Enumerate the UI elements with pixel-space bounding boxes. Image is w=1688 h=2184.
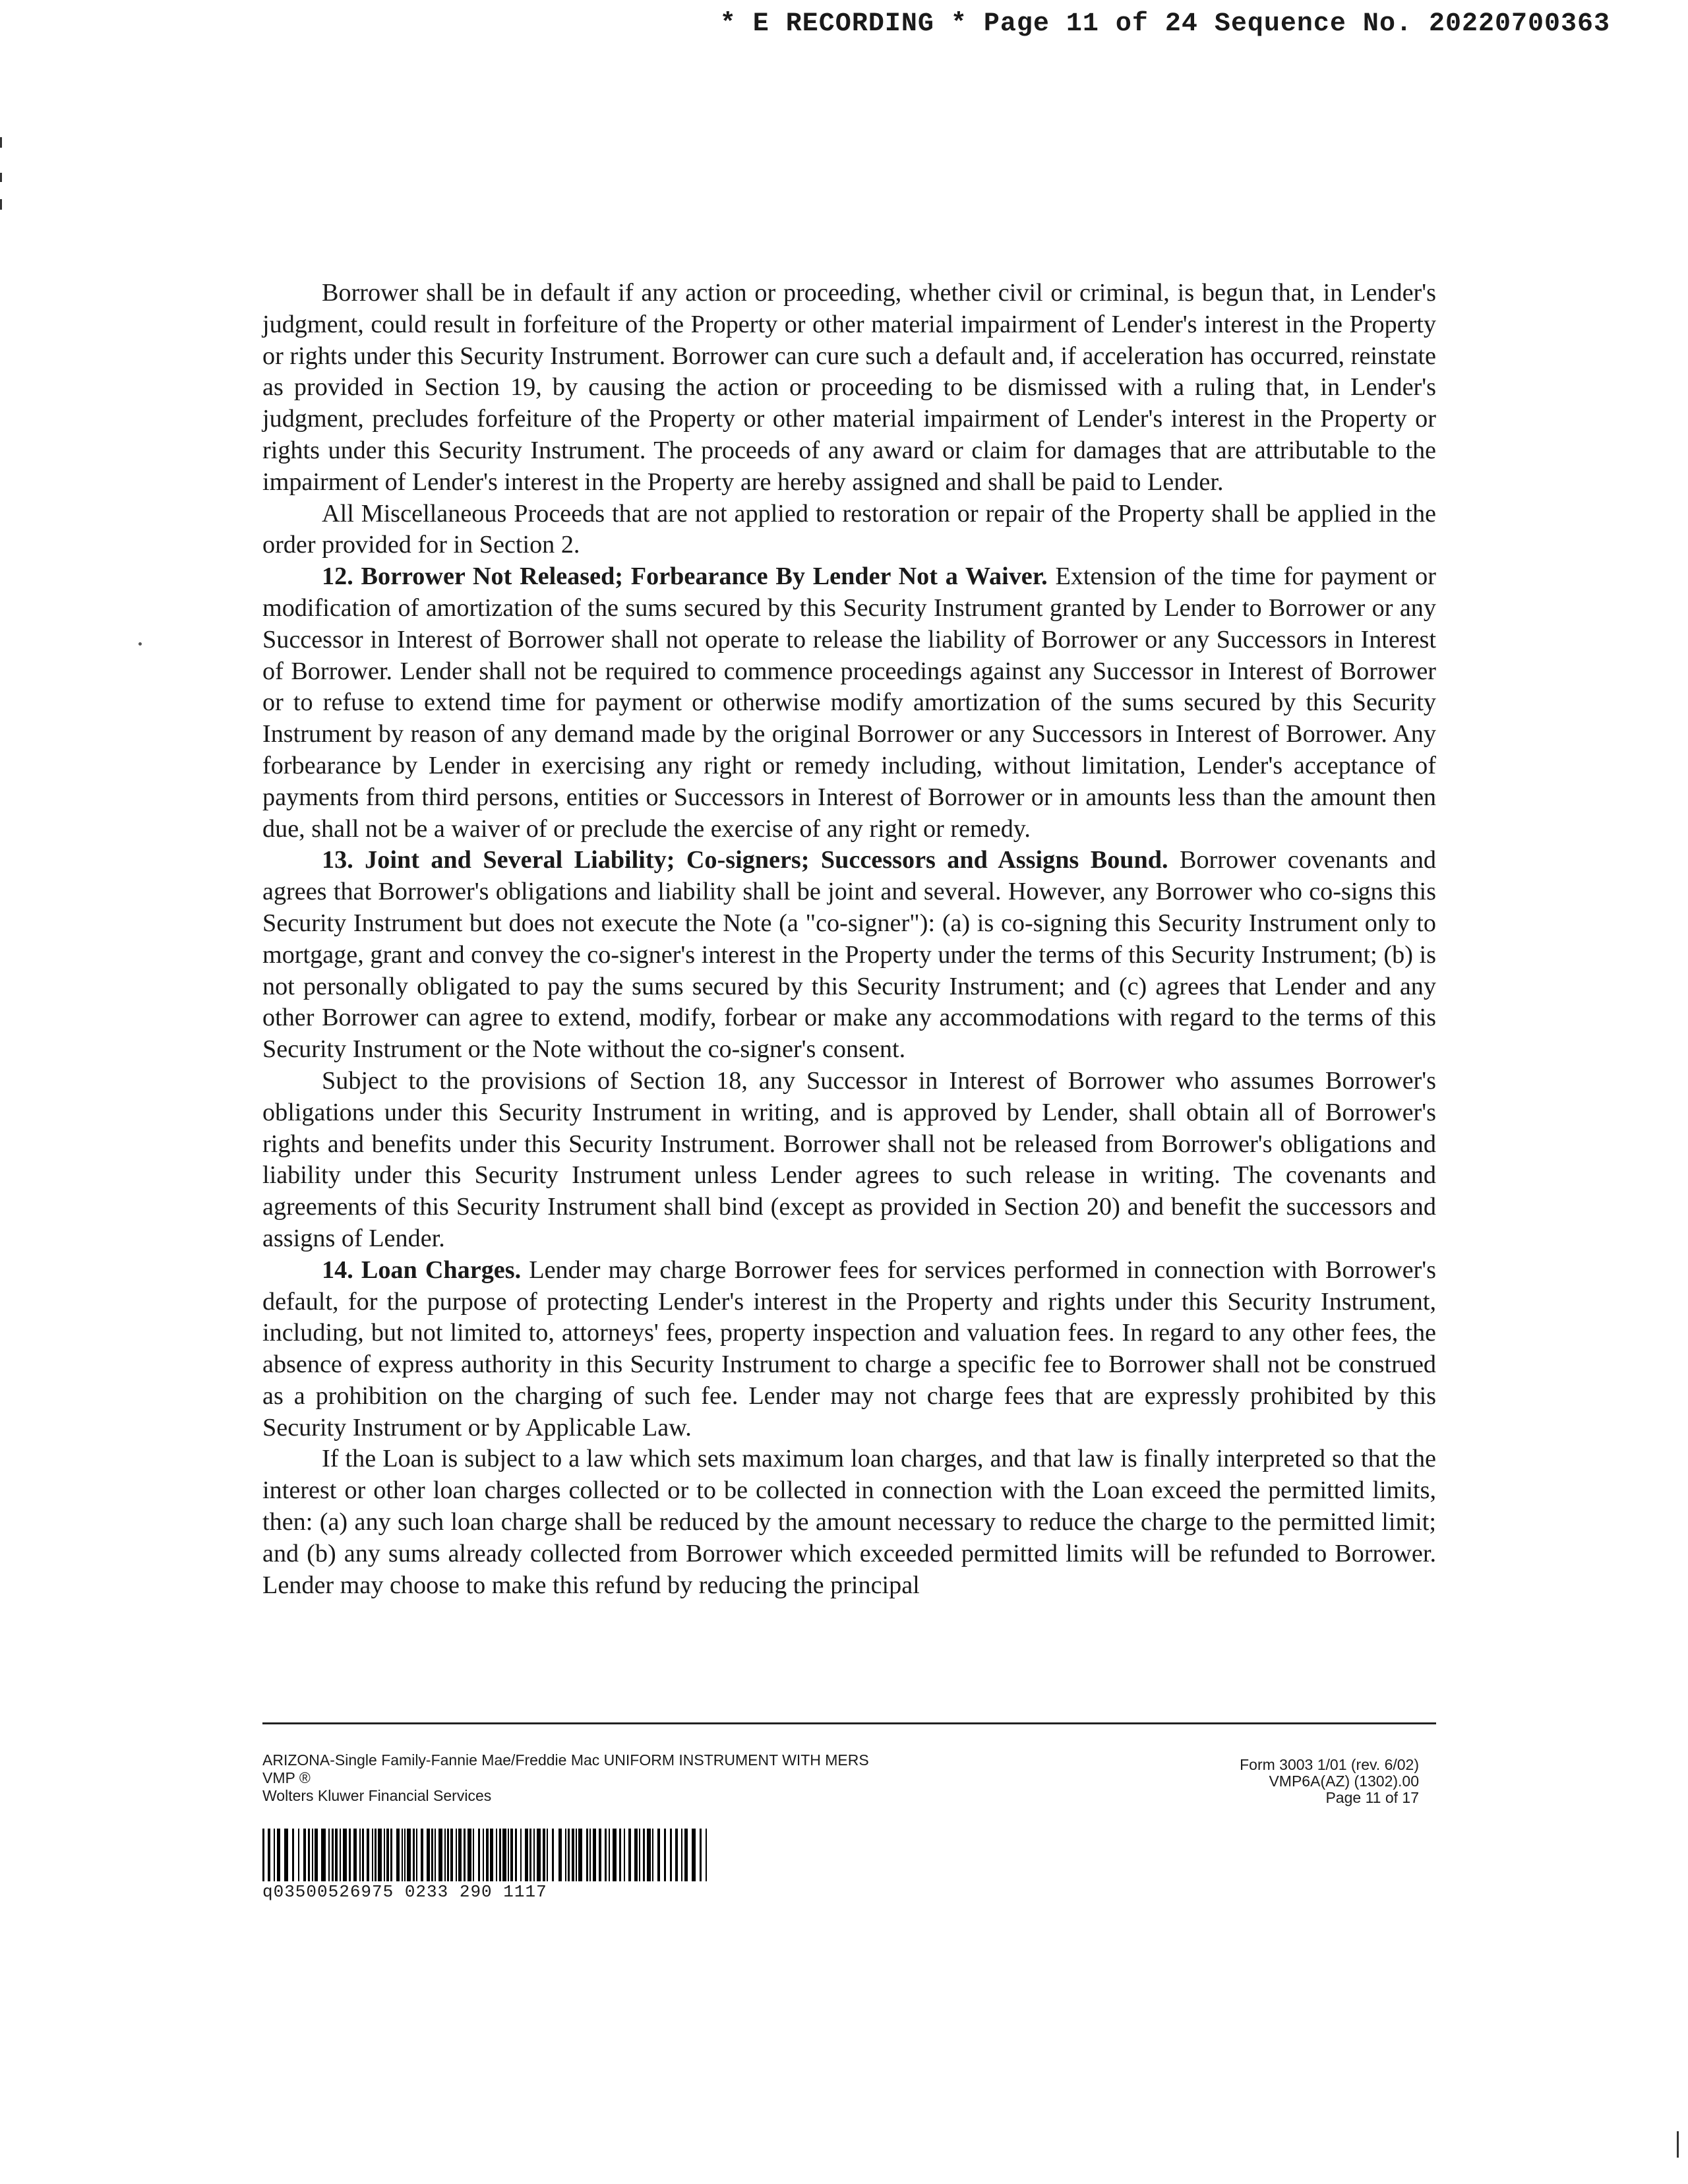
section-heading: 12. Borrower Not Released; Forbearance By Lender Not a Waiver. — [322, 562, 1048, 591]
barcode-bar — [525, 1829, 528, 1881]
barcode-bar — [675, 1829, 678, 1881]
section-heading: 14. Loan Charges. — [322, 1256, 522, 1284]
barcode-bar — [706, 1829, 707, 1881]
barcode-bar — [664, 1829, 666, 1881]
barcode-bar — [565, 1829, 566, 1881]
barcode-bar — [404, 1829, 406, 1881]
section-text: Extension of the time for payment or modification of amortization of the sums secured by this Security Instrument granted by Lender to Borrower or any Successor in Interest of Borrower shall not operate to release the liability of Borrower or any Successors in Interest of Borrower. Lender shall not be required to commence proceedings against any Successor in Interest of Borrower or to refuse to extend time for payment or otherwise modify amortization of the sums secured by this Security Instrument by reason of any demand made by the original Borrower or any Successors in Interest of Borrower. Any forbearance by Lender in exercising any right or remedy including, without limitation, Lender's acceptance of payments from third persons, entities or Successors in Interest of Borrower or in amounts less than the amount then due, shall not be a waiver of or preclude the exercise of any right or remedy. — [262, 562, 1436, 843]
barcode-bar — [402, 1829, 403, 1881]
paragraph: All Miscellaneous Proceeds that are not applied to restoration or repair of the Property shall be applied in the order provided for in Section 2. — [262, 499, 1436, 559]
barcode-bar — [619, 1829, 621, 1881]
barcode-bar — [416, 1829, 417, 1881]
barcode-bar — [657, 1829, 660, 1881]
margin-tick — [0, 173, 2, 182]
barcode-bar — [613, 1829, 617, 1881]
barcode-bar — [628, 1829, 631, 1881]
paragraph: Borrower shall be in default if any action or proceeding, whether civil or criminal, is begun that, in Lender's judgment, could result in forfeiture of the Property or other material impairment of Lender's interest in the Property or rights under this Security Instrument. Borrower can cure such a default and, if acceleration has occurred, reinstate as provided in Section 19, by causing the action or proceeding to be dismissed with a ruling that, in Lender's judgment, precludes forfeiture of the Property or other material impairment of Lender's interest in the Property or rights under this Security Instrument. The proceeds of any award or claim for damages that are attributable to the impairment of Lender's interest in the Property are hereby assigned and shall be paid to Lender. — [262, 279, 1436, 496]
barcode-bar — [298, 1829, 299, 1881]
barcode-bar — [483, 1829, 484, 1881]
barcode-bar — [572, 1829, 574, 1881]
barcode-bar — [413, 1829, 415, 1881]
barcode-bar — [444, 1829, 446, 1881]
barcode-bar — [362, 1829, 364, 1881]
barcode-bar — [367, 1829, 369, 1881]
barcode-bar — [390, 1829, 392, 1881]
barcode-bar — [435, 1829, 436, 1881]
footer-form-code: VMP6A(AZ) (1302).00 — [1269, 1773, 1419, 1790]
footer-left — [262, 1751, 869, 1805]
barcode-bar — [486, 1829, 489, 1881]
barcode-bar — [384, 1829, 385, 1881]
barcode-bar — [547, 1829, 548, 1881]
section-heading: 13. Joint and Several Liability; Co-signers; Successors and Assigns Bound. — [322, 846, 1168, 874]
barcode-bar — [456, 1829, 457, 1881]
barcode-bar — [378, 1829, 382, 1881]
barcode-bar — [510, 1829, 513, 1881]
barcode-bar — [499, 1829, 501, 1881]
barcode-bar — [343, 1829, 347, 1881]
barcode-bar — [438, 1829, 442, 1881]
barcode-bar — [605, 1829, 607, 1881]
barcode-bar — [568, 1829, 570, 1881]
barcode-bar — [467, 1829, 471, 1881]
barcode-bar — [558, 1829, 562, 1881]
barcode-bar — [458, 1829, 462, 1881]
footer-right — [1240, 1757, 1419, 1806]
document-body — [262, 278, 1436, 1601]
footer-form-title: ARIZONA-Single Family-Fannie Mae/Freddie Mac UNIFORM INSTRUMENT WITH MERS — [262, 1751, 869, 1769]
barcode-bar — [321, 1829, 326, 1881]
barcode-bar — [599, 1829, 601, 1881]
footer-vmp: VMP ® — [262, 1769, 311, 1786]
barcode-bar — [335, 1829, 338, 1881]
barcode-bar — [578, 1829, 582, 1881]
footer-rule — [262, 1722, 1436, 1724]
margin-tick — [0, 199, 2, 210]
barcode-bar — [692, 1829, 696, 1881]
barcode-bar — [431, 1829, 433, 1881]
barcode-bar — [609, 1829, 610, 1881]
barcode-bar — [670, 1829, 672, 1881]
barcode-bar — [447, 1829, 449, 1881]
barcode-bar — [396, 1829, 400, 1881]
barcode-bar — [537, 1829, 541, 1881]
barcode-bar — [349, 1829, 351, 1881]
barcode-bar — [586, 1829, 588, 1881]
barcode-bar — [593, 1829, 596, 1881]
barcode-bar — [372, 1829, 373, 1881]
paragraph: If the Loan is subject to a law which sets maximum loan charges, and that law is finally interpreted so that the interest or other loan charges collected or to be collected in connection with the Loan exceed the permitted limits, then: (a) any such loan charge shall be reduced by the amount necessary to reduce the charge to the permitted limit; and (b) any sums already collected from Borrower which exceeded permitted limits will be refunded to Borrower. Lender may choose to make this refund by reducing the principal — [262, 1445, 1436, 1599]
scan-speck — [138, 642, 142, 646]
section-14 — [262, 1255, 1436, 1444]
barcode-bar — [502, 1829, 506, 1881]
barcode-bar — [353, 1829, 357, 1881]
barcode-bar — [515, 1829, 517, 1881]
margin-tick — [1677, 2131, 1679, 2158]
paragraph: Subject to the provisions of Section 18, any Successor in Interest of Borrower who assumes Borrower's obligations under this Security Instrument in writing, and is approved by Lender, shall obtain all of Borrower's rights and benefits under this Security Instrument. Borrower shall not be released from Borrower's obligations and liability under this Security Instrument unless Lender agrees to such release in writing. The covenants and agreements of this Security Instrument shall bind (except as provided in Section 20) and benefit the successors and assigns of Lender. — [262, 1066, 1436, 1252]
barcode-bar — [478, 1829, 480, 1881]
barcode-bar — [647, 1829, 651, 1881]
section-text: Borrower covenants and agrees that Borrower's obligations and liability shall be joint and several. However, any Borrower who co-signs this Security Instrument but does not execute the Note (a "co-signer"): (a) is co-signing this Security Instrument only to mortgage, grant and convey the co-signer's interest in the Property under the terms of this Security Instrument; (b) is not personally obligated to pay the sums secured by this Security Instrument; and (c) agrees that Lender and any other Borrower can agree to extend, modify, forbear or make any accommodations with regard to the terms of this Security Instrument or the Note without the co-signer's consent. — [262, 846, 1437, 1064]
barcode-bar — [533, 1829, 535, 1881]
recording-header: * E RECORDING * Page 11 of 24 Sequence No. 20220700363 — [719, 9, 1610, 39]
barcode-bar — [450, 1829, 453, 1881]
barcode-bar — [262, 1829, 264, 1881]
barcode-bar — [634, 1829, 638, 1881]
barcode-bar — [375, 1829, 377, 1881]
barcode-bar — [552, 1829, 554, 1881]
section-13 — [262, 845, 1436, 1066]
barcode-bar — [284, 1829, 288, 1881]
barcode-bar — [652, 1829, 653, 1881]
barcode-bar — [421, 1829, 423, 1881]
footer-form-number: Form 3003 1/01 (rev. 6/02) — [1240, 1756, 1419, 1773]
barcode-bar — [700, 1829, 702, 1881]
barcode — [262, 1829, 713, 1881]
barcode-bar — [359, 1829, 361, 1881]
barcode-bar — [386, 1829, 389, 1881]
barcode-bar — [496, 1829, 497, 1881]
barcode-bar — [624, 1829, 625, 1881]
section-text: Lender may charge Borrower fees for services performed in connection with Borrower's default, for the purpose of protecting Lender's interest in the Property and rights under this Security Instrument, including, but not limited to, attorneys' fees, property inspection and valuation fees. In regard to any other fees, the absence of express authority in this Security Instrument to charge a specific fee to Borrower shall not be construed as a prohibition on the charging of such fee. Lender may not charge fees that are expressly prohibited by this Security Instrument or by Applicable Law. — [262, 1256, 1436, 1441]
barcode-bar — [407, 1829, 411, 1881]
barcode-bar — [681, 1829, 682, 1881]
margin-tick — [0, 137, 2, 148]
barcode-bar — [684, 1829, 688, 1881]
barcode-bar — [315, 1829, 318, 1881]
barcode-bar — [520, 1829, 522, 1881]
barcode-bar — [308, 1829, 310, 1881]
barcode-bar — [340, 1829, 341, 1881]
barcode-bar — [274, 1829, 275, 1881]
barcode-bar — [508, 1829, 509, 1881]
barcode-number: q03500526975 0233 290 1117 — [262, 1882, 547, 1902]
barcode-bar — [303, 1829, 306, 1881]
barcode-bar — [427, 1829, 430, 1881]
footer-page-number: Page 11 of 17 — [1325, 1789, 1419, 1806]
barcode-bar — [543, 1829, 545, 1881]
barcode-bar — [576, 1829, 577, 1881]
barcode-bar — [529, 1829, 531, 1881]
section-12 — [262, 561, 1436, 845]
barcode-bar — [589, 1829, 591, 1881]
barcode-bar — [332, 1829, 334, 1881]
barcode-bar — [464, 1829, 466, 1881]
barcode-bar — [643, 1829, 645, 1881]
barcode-bar — [268, 1829, 270, 1881]
barcode-bar — [473, 1829, 474, 1881]
barcode-bar — [292, 1829, 294, 1881]
barcode-bar — [490, 1829, 493, 1881]
footer-publisher: Wolters Kluwer Financial Services — [262, 1787, 492, 1804]
barcode-bar — [328, 1829, 330, 1881]
barcode-bar — [639, 1829, 640, 1881]
barcode-bar — [277, 1829, 280, 1881]
barcode-bar — [312, 1829, 313, 1881]
